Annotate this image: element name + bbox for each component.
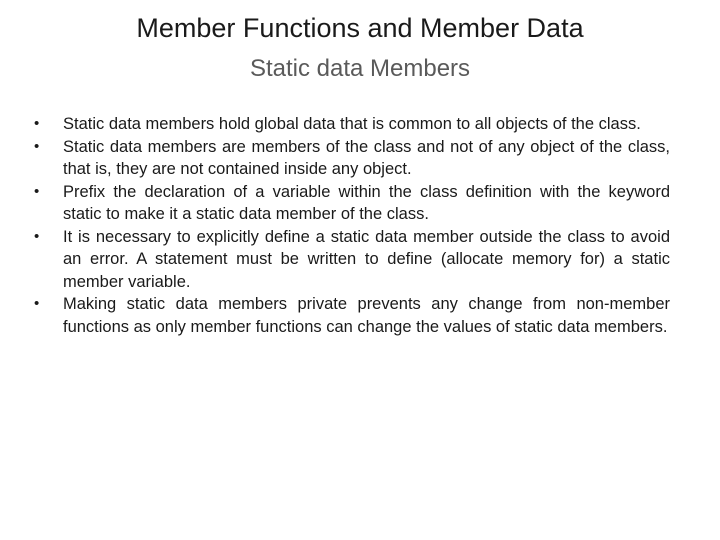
bullet-item	[34, 293, 670, 338]
bullet-item	[34, 113, 670, 136]
bullet-item	[34, 226, 670, 294]
bullet-marker: •	[34, 115, 40, 132]
bullet-item	[34, 136, 670, 181]
bullet-text: Prefix the declaration of a variable within the class definition with the keyword static to make it a static data member of the class.	[63, 182, 670, 223]
bullet-text: It is necessary to explicitly define a static data member outside the class to avoid an error. A statement must be written to define (allocate memory for) a static member variable.	[63, 227, 670, 291]
slide-title: Member Functions and Member Data	[136, 13, 584, 43]
bullet-marker: •	[34, 182, 40, 200]
bullet-text: Making static data members private prevents any change from non-member functions as only member functions can change the values of static data members.	[63, 295, 670, 336]
bullet-item	[34, 181, 670, 226]
bullet-text: Static data members are members of the class and not of any object of the class, that is, they are not contained inside any object.	[63, 137, 670, 178]
bullet-marker: •	[34, 137, 40, 155]
bullet-list	[34, 113, 670, 338]
bullet-marker: •	[34, 227, 40, 245]
slide-subtitle: Static data Members	[249, 55, 471, 82]
bullet-marker: •	[34, 295, 40, 312]
bullet-text: Static data members hold global data that is common to all objects of the class.	[63, 115, 641, 133]
